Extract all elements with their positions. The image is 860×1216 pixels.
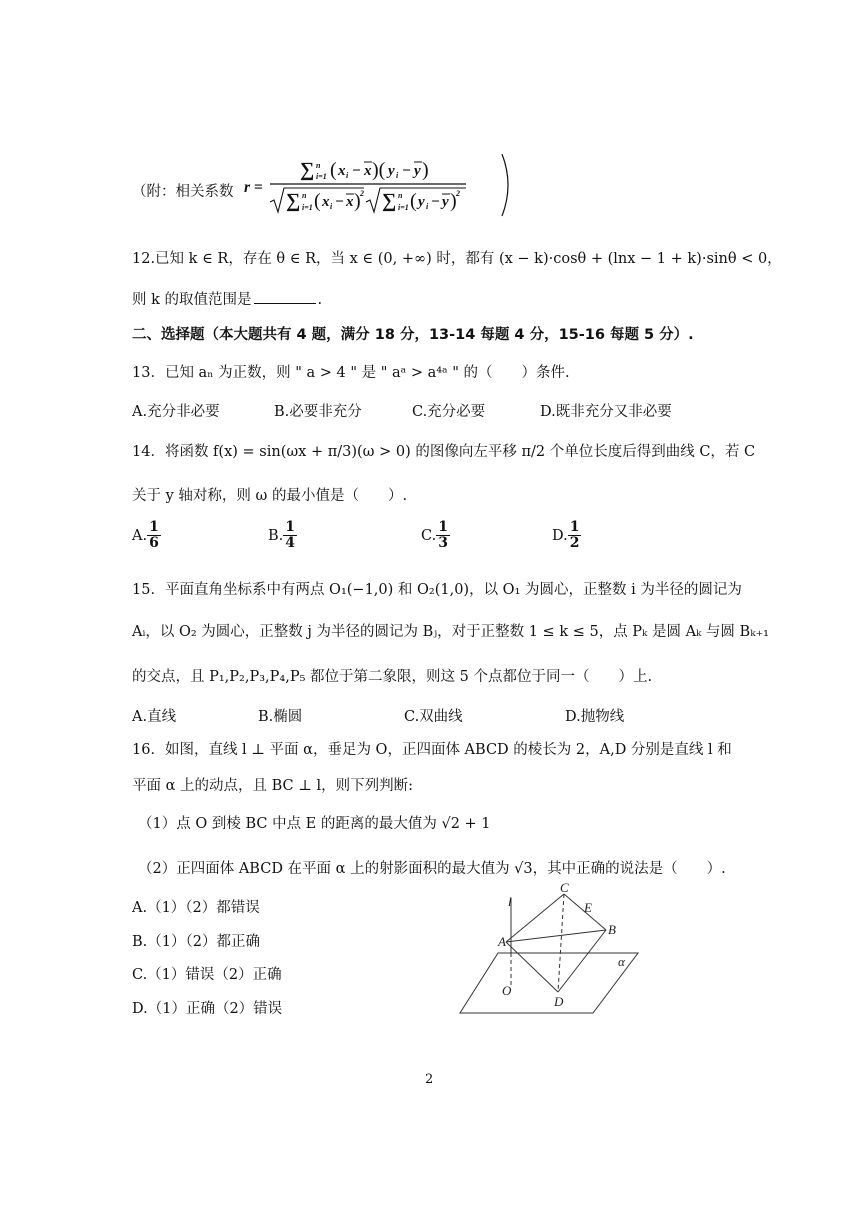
svg-text:2: 2 xyxy=(456,189,460,198)
figure-label-d: D xyxy=(554,994,564,1009)
q13-option-a[interactable]: A.充分非必要 xyxy=(132,404,220,420)
svg-text:2: 2 xyxy=(360,189,364,198)
question-15-line3: 的交点，且 P₁,P₂,P₃,P₄,P₅ 都位于第二象限，则这 5 个点都位于同一（ ）上. xyxy=(132,669,653,685)
figure-label-o: O xyxy=(502,983,512,998)
tetrahedron-figure xyxy=(458,880,658,1040)
q12-line1-text: 12.已知 k ∈ R，存在 θ ∈ R，当 x ∈ (0, +∞) 时，都有 (x − k)·cosθ + (lnx − 1 + k)·sinθ < 0， xyxy=(132,251,782,267)
svg-text:−: − xyxy=(335,194,345,210)
svg-text:x: x xyxy=(322,194,330,210)
question-12-line2: 则 k 的取值范围是 . xyxy=(132,292,323,308)
svg-text:∑: ∑ xyxy=(286,190,301,212)
svg-text:y: y xyxy=(388,163,395,179)
figure-label-alpha: α xyxy=(618,954,625,969)
q13-option-b[interactable]: B.必要非充分 xyxy=(274,404,362,420)
q14-option-b[interactable]: B. $\frac{1}{4}$ xyxy=(268,519,296,552)
question-16-statement-1: （1）点 O 到棱 BC 中点 E 的距离的最大值为 √2 + 1 xyxy=(138,816,491,832)
q16-option-a[interactable]: A.（1）（2）都错误 xyxy=(132,900,260,916)
question-16-line2: 平面 α 上的动点，且 BC ⊥ l，则下列判断: xyxy=(132,778,414,794)
svg-text:n: n xyxy=(302,191,307,200)
question-12 xyxy=(132,247,782,268)
correlation-formula xyxy=(270,154,520,220)
q14-option-c[interactable]: C. $\frac{1}{3}$ xyxy=(421,519,448,552)
q14-option-d[interactable]: D. $\frac{1}{2}$ xyxy=(552,519,580,552)
svg-text:n: n xyxy=(316,161,321,170)
question-16-line1: 16．如图，直线 l ⊥ 平面 α，垂足为 O，正四面体 ABCD 的棱长为 2，A,D 分别是直线 l 和 xyxy=(132,742,732,758)
q15-option-d[interactable]: D.抛物线 xyxy=(565,709,625,725)
svg-text:n: n xyxy=(398,191,403,200)
figure-label-c: C xyxy=(560,880,569,895)
q13-option-d[interactable]: D.既非充分又非必要 xyxy=(540,404,672,420)
question-14-line2: 关于 y 轴对称，则 ω 的最小值是（ ）. xyxy=(132,488,408,504)
q15-option-a[interactable]: A.直线 xyxy=(132,709,177,725)
q16-option-b[interactable]: B.（1）（2）都正确 xyxy=(132,934,260,950)
q15-option-b[interactable]: B.椭圆 xyxy=(258,709,303,725)
svg-text:(: ( xyxy=(410,190,417,212)
q16-option-c[interactable]: C.（1）错误（2）正确 xyxy=(132,967,282,983)
svg-text:): ) xyxy=(354,190,361,212)
svg-text:): ) xyxy=(422,159,429,181)
svg-text:∑: ∑ xyxy=(382,190,397,212)
q14-option-a[interactable]: A. $\frac{1}{6}$ xyxy=(132,519,159,552)
figure-label-l: l xyxy=(508,894,512,909)
figure-label-a: A xyxy=(498,934,506,949)
svg-text:i=1: i=1 xyxy=(316,172,327,181)
svg-text:i: i xyxy=(426,202,429,211)
svg-text:i=1: i=1 xyxy=(302,203,313,212)
answer-blank[interactable] xyxy=(254,303,316,304)
svg-text:x: x xyxy=(338,163,346,179)
page-number: 2 xyxy=(425,1072,434,1087)
figure-label-e: E xyxy=(584,900,592,915)
svg-text:i: i xyxy=(396,171,399,180)
svg-text:): ) xyxy=(450,190,457,212)
section-heading-choice: 二、选择题（本大题共有 4 题，满分 18 分，13-14 每题 4 分，15-16 每题 5 分）. xyxy=(132,327,694,343)
question-15-line1: 15．平面直角坐标系中有两点 O₁(−1,0) 和 O₂(1,0)，以 O₁ 为圆心，正整数 i 为半径的圆记为 xyxy=(132,582,742,598)
svg-text:(: ( xyxy=(314,190,321,212)
svg-text:−: − xyxy=(352,163,362,179)
svg-text:i: i xyxy=(346,171,349,180)
svg-text:y: y xyxy=(442,194,449,210)
question-13: 13．已知 aₙ 为正数，则 " a > 4 " 是 " aᵃ > a⁴ᵃ " 的（ ）条件. xyxy=(132,365,570,381)
svg-text:y: y xyxy=(418,194,425,210)
svg-text:)(: )( xyxy=(372,159,386,181)
question-15-line2: Aᵢ，以 O₂ 为圆心，正整数 j 为半径的圆记为 Bⱼ，对于正整数 1 ≤ k ≤ 5，点 Pₖ 是圆 Aₖ 与圆 Bₖ₊₁ xyxy=(132,624,769,640)
question-14-line1: 14．将函数 f(x) = sin(ωx + π/3)(ω > 0) 的图像向左平移 π/2 个单位长度后得到曲线 C，若 C xyxy=(132,444,756,460)
svg-text:x: x xyxy=(346,194,354,210)
svg-text:(: ( xyxy=(330,159,337,181)
note-prefix: （附：相关系数 xyxy=(132,184,234,200)
q13-option-c[interactable]: C.充分必要 xyxy=(412,404,486,420)
svg-text:−: − xyxy=(402,163,412,179)
q15-option-c[interactable]: C.双曲线 xyxy=(404,709,463,725)
svg-text:y: y xyxy=(414,163,421,179)
question-16-statement-2: （2）正四面体 ABCD 在平面 α 上的射影面积的最大值为 √3，其中正确的说法是（ ）. xyxy=(138,861,726,877)
q16-option-d[interactable]: D.（1）正确（2）错误 xyxy=(132,1001,283,1017)
svg-text:i: i xyxy=(330,202,333,211)
note-formula-text xyxy=(132,232,160,233)
svg-text:x: x xyxy=(364,163,372,179)
svg-text:∑: ∑ xyxy=(300,159,315,181)
svg-text:i=1: i=1 xyxy=(398,203,409,212)
figure-label-b: B xyxy=(608,922,616,937)
note-suffix xyxy=(512,180,527,201)
q12-line2-text: 则 k 的取值范围是 xyxy=(132,292,252,308)
svg-text:−: − xyxy=(431,194,441,210)
